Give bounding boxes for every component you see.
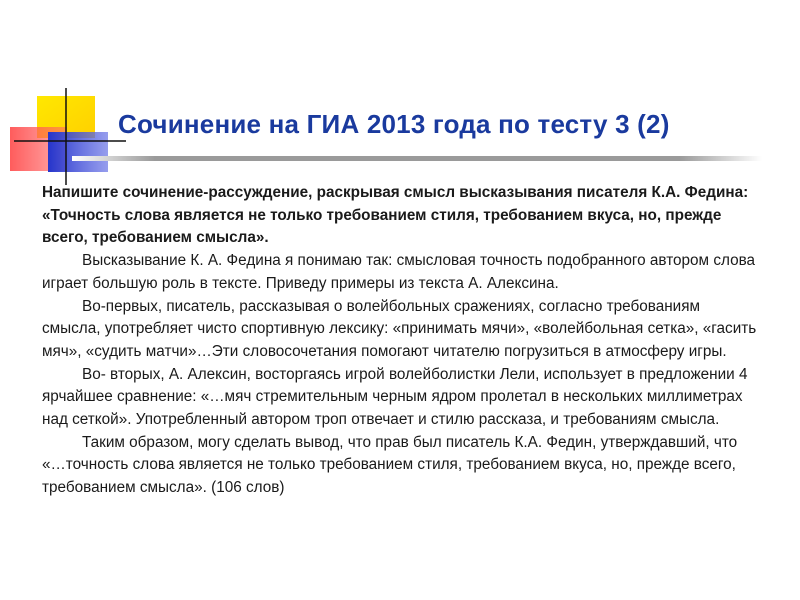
paragraph-conclusion: Таким образом, могу сделать вывод, что прав был писатель К.А. Федин, утверждавший, что «…точность слова является не только требованием стиля, требованием вкуса, но, прежде всего, требованием смысла». (106 слов) [42,433,738,497]
slide-title: Сочинение на ГИА 2013 года по тесту 3 (2) [118,109,670,139]
title-underline [72,155,762,162]
essay-prompt: Напишите сочинение-рассуждение, раскрывая смысл высказывания писателя К.А. Федина: «Точность слова является не только требованием стиля, требованием вкуса, но, прежде всего, требованием смысла». [42,184,749,247]
essay-body [42,182,758,500]
paragraph-intro: Высказывание К. А. Федина я понимаю так: смысловая точность подобранного автором слова играет большую роль в тексте. Приведу примеры из текста А. Алексина. [42,252,756,292]
paragraph-first-argument: Во-первых, писатель, рассказывая о волейбольных сражениях, согласно требованиям смысла, употребляет чисто спортивную лексику: «принимать мячи», «волейбольная сетка», «гасить мяч», «судить матчи»…Эти словосочетания помогают читателю погрузиться в атмосферу игры. [42,297,757,360]
blue-square [48,132,108,172]
paragraph-second-argument: Во- вторых, А. Алексин, восторгаясь игрой волейболистки Лели, использует в предложении 4 ярчайшее сравнение: «…мяч стремительным черным ядром пролетал в нескольких миллиметрах над сеткой». Употребленный автором троп отвечает и стилю рассказа, и требованиям смысла. [42,365,748,429]
